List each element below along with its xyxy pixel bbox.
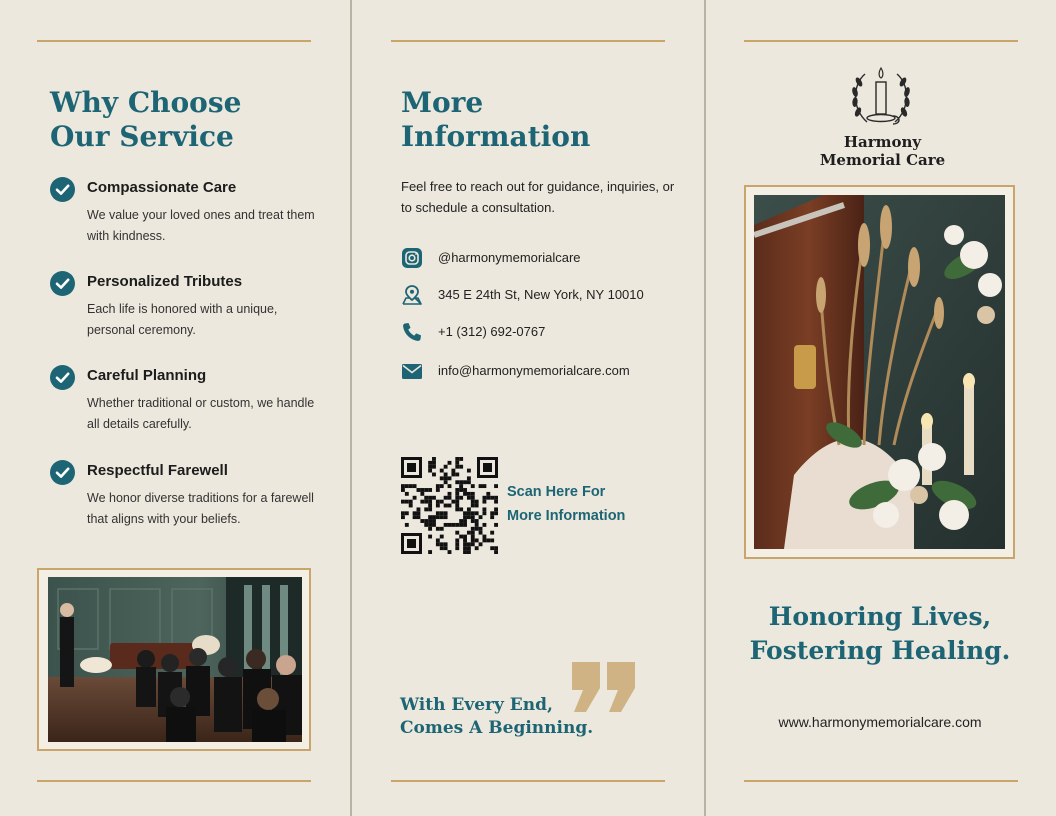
scan-line-2: More Information: [507, 508, 626, 524]
tagline: [400, 694, 640, 740]
title-line-2: Our Service: [50, 120, 234, 153]
feature-title: Careful Planning: [87, 367, 207, 384]
floral-photo-frame: [744, 185, 1015, 559]
check-circle-icon: [50, 177, 75, 202]
qr-code[interactable]: [401, 457, 498, 554]
top-divider: [391, 40, 665, 42]
check-circle-icon: [50, 460, 75, 485]
contact-email[interactable]: [401, 360, 691, 384]
candle-wreath-logo-icon: [845, 64, 917, 136]
qr-scan-caption: [507, 480, 677, 528]
contact-intro-text: Feel free to reach out for guidance, inquiries, or to schedule a consultation.: [401, 179, 675, 215]
contact-phone-text: +1 (312) 692-0767: [438, 324, 546, 339]
contact-address-text: 345 E 24th St, New York, NY 10010: [438, 287, 644, 302]
title-line-1: Why Choose: [50, 86, 242, 119]
feature-description: We honor diverse traditions for a farewell that aligns with your beliefs.: [87, 491, 314, 526]
instagram-icon: [401, 247, 423, 269]
brand-line-1: Harmony: [843, 133, 922, 151]
cover-slogan: [735, 600, 1025, 668]
feature-description: Whether traditional or custom, we handle all details carefully.: [87, 396, 315, 431]
tagline-line-1: With Every End,: [400, 695, 553, 715]
feature-title: Compassionate Care: [87, 179, 237, 196]
phone-icon: [401, 321, 423, 343]
feature-title: Respectful Farewell: [87, 462, 228, 479]
title-line-2: Information: [401, 120, 591, 153]
ceremony-photo-frame: [37, 568, 311, 751]
location-pin-icon: [401, 284, 423, 306]
email-icon: [401, 360, 423, 382]
brand-name: [785, 133, 980, 169]
slogan-line-1: Honoring Lives,: [768, 602, 992, 631]
feature-description: Each life is honored with a unique, personal ceremony.: [87, 302, 278, 337]
scan-line-1: Scan Here For: [507, 484, 606, 500]
panel-cover: [705, 0, 1056, 816]
website-link[interactable]: www.harmonymemorialcare.com: [778, 714, 982, 730]
bottom-divider: [37, 780, 311, 782]
contact-email-text: info@harmonymemorialcare.com: [438, 363, 630, 378]
contact-instagram[interactable]: [401, 247, 691, 271]
tagline-line-2: Comes A Beginning.: [400, 718, 594, 738]
section-title-why-choose: [50, 86, 241, 154]
contact-phone[interactable]: [401, 321, 691, 345]
section-title-more-information: [401, 86, 590, 154]
floral-casket-photo: [754, 195, 1005, 549]
bottom-divider: [744, 780, 1018, 782]
ceremony-photo: [48, 577, 302, 742]
panel-more-information: [352, 0, 704, 816]
contact-instagram-text: @harmonymemorialcare: [438, 250, 581, 265]
slogan-line-2: Fostering Healing.: [749, 636, 1011, 665]
bottom-divider: [391, 780, 665, 782]
check-circle-icon: [50, 365, 75, 390]
feature-description: We value your loved ones and treat them with kindness.: [87, 208, 315, 243]
top-divider: [37, 40, 311, 42]
title-line-1: More: [401, 86, 484, 119]
brand-line-2: Memorial Care: [819, 151, 946, 169]
contact-address[interactable]: [401, 284, 691, 308]
feature-title: Personalized Tributes: [87, 273, 243, 290]
check-circle-icon: [50, 271, 75, 296]
top-divider: [744, 40, 1018, 42]
panel-why-choose: [0, 0, 352, 816]
